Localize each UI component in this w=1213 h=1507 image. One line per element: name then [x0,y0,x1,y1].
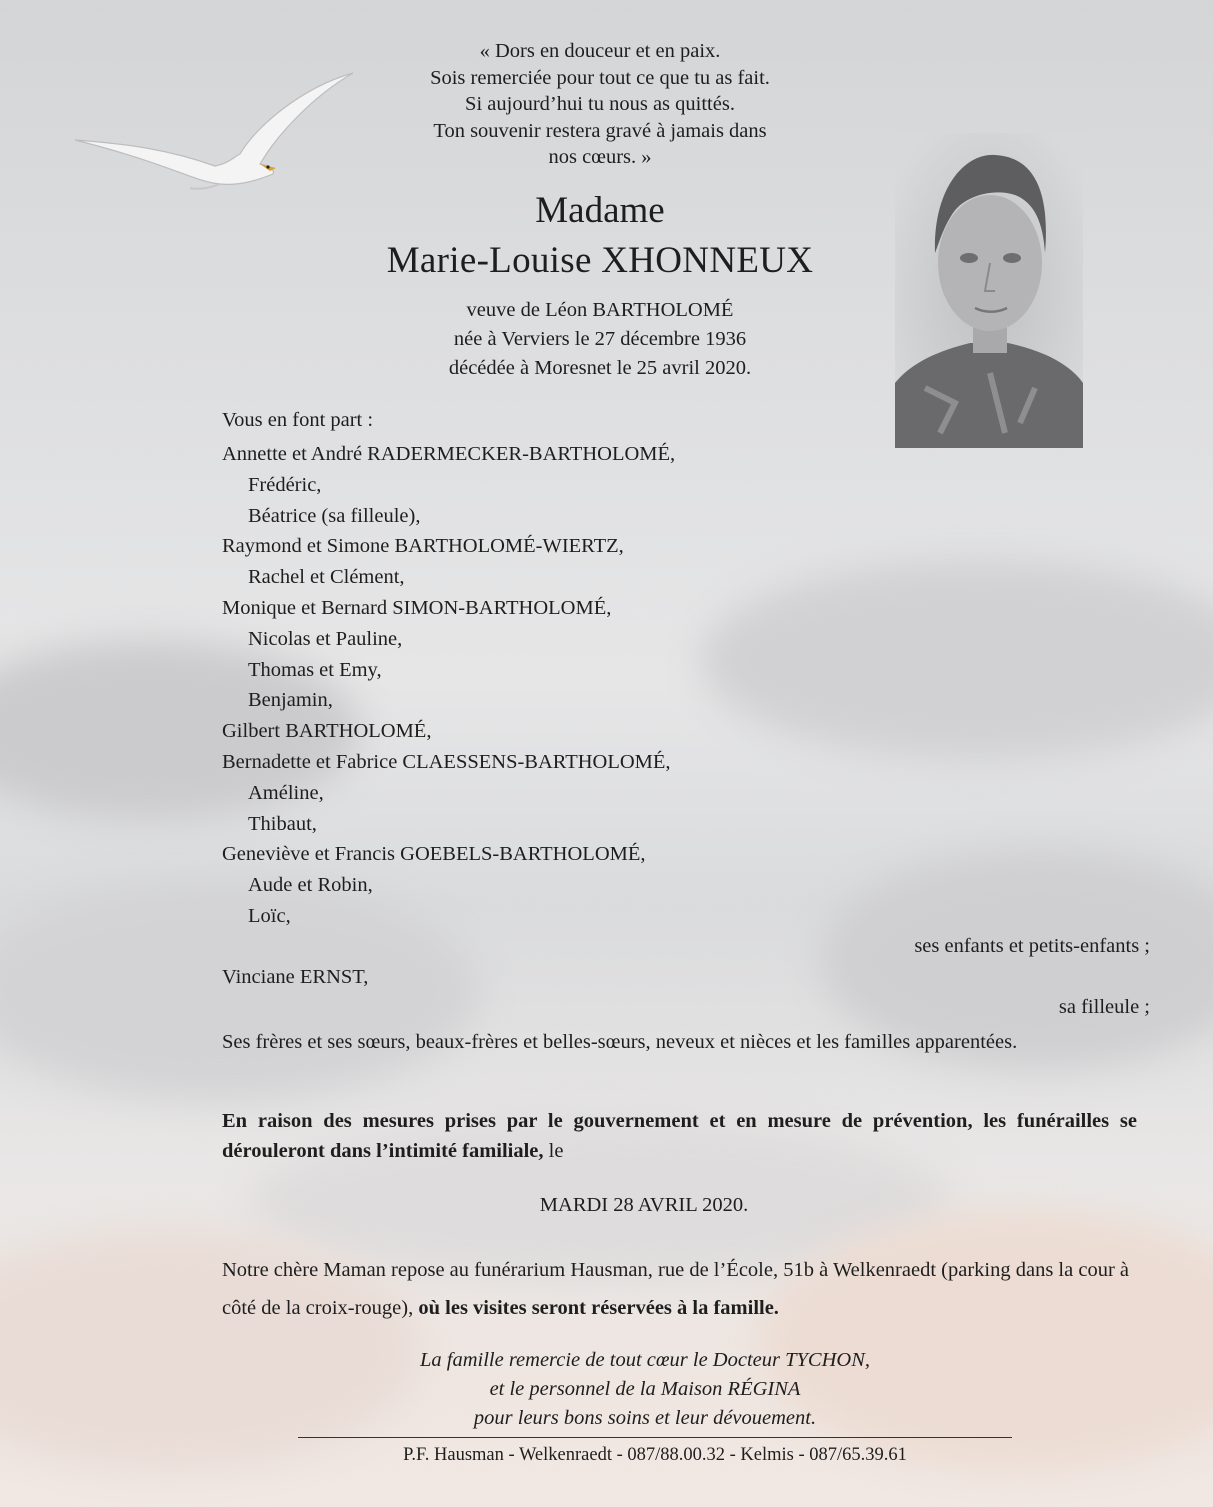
quote-line: nos cœurs. » [548,146,652,168]
thanks-block [300,1346,990,1433]
cloud-decoration [700,560,1213,760]
thanks-line: et le personnel de la Maison RÉGINA [489,1378,801,1400]
notice-bold-text: En raison des mesures prises par le gouvernement et en mesure de prévention, les funérailles se dérouleront dans l’intimité familiale, [222,1110,1137,1162]
deceased-info [300,296,900,383]
death-line: décédée à Moresnet le 25 avril 2020. [448,357,752,379]
family-list [222,439,675,932]
quote-line: « Dors en douceur et en paix. [479,40,721,62]
goddaughter-label: sa filleule ; [1058,996,1150,1018]
list-item: Monique et Bernard SIMON-BARTHOLOMÉ, [222,596,612,619]
list-item: Bernadette et Fabrice CLAESSENS-BARTHOLOMÉ, [222,750,671,773]
children-label: ses enfants et petits-enfants ; [914,935,1150,957]
footer-contact: P.F. Hausman - Welkenraedt - 087/88.00.32 - Kelmis - 087/65.39.61 [403,1445,907,1465]
honorific-title: Madame [535,190,665,231]
birth-line: née à Verviers le 27 décembre 1936 [453,328,747,350]
funeral-date: MARDI 28 AVRIL 2020. [539,1194,749,1216]
quote [300,38,900,171]
list-item: Benjamin, [248,689,333,712]
rest-text: Notre chère Maman repose au funérarium Hausman, rue de l’École, 51b à Welkenraedt (parking dans la cour à côté de la croix-rouge), [222,1259,1129,1319]
footer-divider [298,1437,1012,1438]
siblings-paragraph: Ses frères et ses sœurs, beaux-frères et belles-sœurs, neveux et nièces et les familles apparentées. [222,1031,1018,1053]
quote-line: Si aujourd’hui tu nous as quittés. [465,93,735,115]
list-item: Annette et André RADERMECKER-BARTHOLOMÉ, [222,443,676,465]
list-item: Aude et Robin, [248,874,373,897]
rest-paragraph [222,1251,1157,1327]
list-item: Rachel et Clément, [248,566,405,589]
goddaughter-name: Vinciane ERNST, [222,966,369,988]
list-item: Nicolas et Pauline, [248,627,403,650]
portrait-photo [895,133,1083,448]
list-item: Thomas et Emy, [248,658,382,681]
notice-tail-text: le [548,1140,564,1162]
thanks-line: La famille remercie de tout cœur le Docteur TYCHON, [419,1349,870,1371]
list-item: Améline, [248,781,324,804]
list-item: Thibaut, [248,812,317,835]
list-item: Gilbert BARTHOLOMÉ, [222,720,432,743]
list-item: Geneviève et Francis GOEBELS-BARTHOLOMÉ, [222,843,646,866]
widow-line: veuve de Léon BARTHOLOMÉ [466,299,734,321]
thanks-line: pour leurs bons soins et leur dévouement. [473,1407,817,1429]
deceased-name: Marie-Louise XHONNEUX [386,240,814,281]
rest-bold-text: où les visites seront réservées à la famille. [418,1297,779,1319]
list-item: Béatrice (sa filleule), [248,504,421,527]
intro-text: Vous en font part : [222,409,374,431]
list-item: Frédéric, [248,473,322,496]
list-item: Loïc, [248,904,291,927]
funeral-notice [222,1106,1137,1166]
quote-line: Sois remerciée pour tout ce que tu as fait. [430,66,770,89]
list-item: Raymond et Simone BARTHOLOMÉ-WIERTZ, [222,535,624,558]
quote-line: Ton souvenir restera gravé à jamais dans [433,119,767,142]
